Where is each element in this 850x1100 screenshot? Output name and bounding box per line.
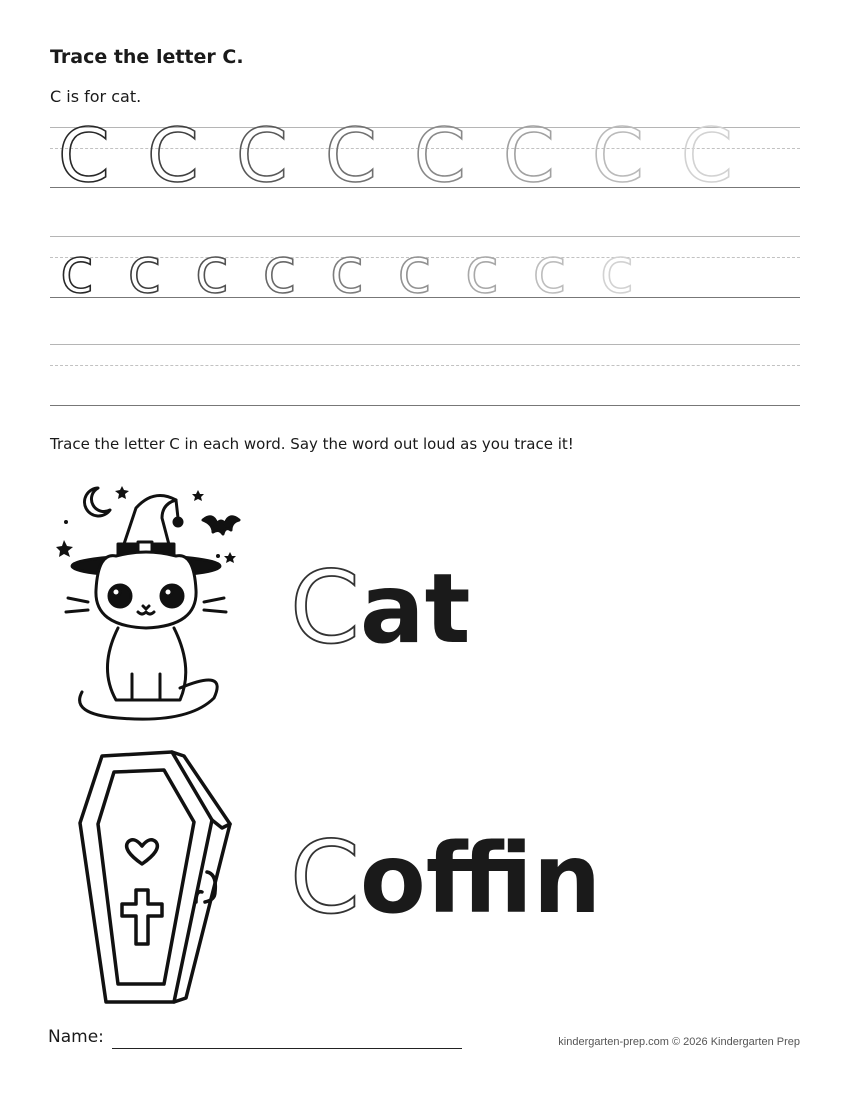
worksheet-subtitle: C is for cat. xyxy=(50,87,142,106)
coffin-icon xyxy=(72,748,242,1008)
trace-letter[interactable]: c xyxy=(397,234,432,307)
trace-letter[interactable]: c xyxy=(465,234,500,307)
word-remainder: offin xyxy=(359,823,602,935)
name-write-line[interactable] xyxy=(112,1048,462,1049)
trace-letter[interactable]: C xyxy=(236,113,288,199)
name-label: Name: xyxy=(48,1027,104,1047)
trace-letter[interactable]: C xyxy=(503,113,555,199)
trace-letter[interactable]: C xyxy=(592,113,644,199)
trace-letter[interactable]: c xyxy=(600,234,635,307)
trace-letter[interactable]: C xyxy=(325,113,377,199)
trace-letter[interactable]: C xyxy=(147,113,199,199)
word-remainder: at xyxy=(359,553,471,665)
trace-letter[interactable]: c xyxy=(195,234,230,307)
trace-letter[interactable]: C xyxy=(681,113,733,199)
trace-letter[interactable]: c xyxy=(60,234,95,307)
worksheet-title: Trace the letter C. xyxy=(50,46,244,68)
trace-letter[interactable]: c xyxy=(330,234,365,307)
trace-letter[interactable]: c xyxy=(127,234,162,307)
word-trace-letter[interactable]: C xyxy=(290,549,360,666)
practice-top-line xyxy=(50,344,800,345)
copyright-text: kindergarten-prep.com © 2026 Kindergarten Prep xyxy=(558,1036,800,1048)
witch-cat-icon xyxy=(58,478,248,728)
practice-mid-line xyxy=(50,365,800,366)
trace-letter[interactable]: C xyxy=(58,113,110,199)
trace-letter[interactable]: C xyxy=(414,113,466,199)
trace-letter[interactable]: c xyxy=(532,234,567,307)
word-coffin xyxy=(290,819,602,936)
word-cat xyxy=(290,549,471,666)
word-trace-letter[interactable]: C xyxy=(290,819,360,936)
practice-base-line xyxy=(50,405,800,406)
trace-letter[interactable]: c xyxy=(262,234,297,307)
word-instruction: Trace the letter C in each word. Say the word out loud as you trace it! xyxy=(50,435,574,453)
